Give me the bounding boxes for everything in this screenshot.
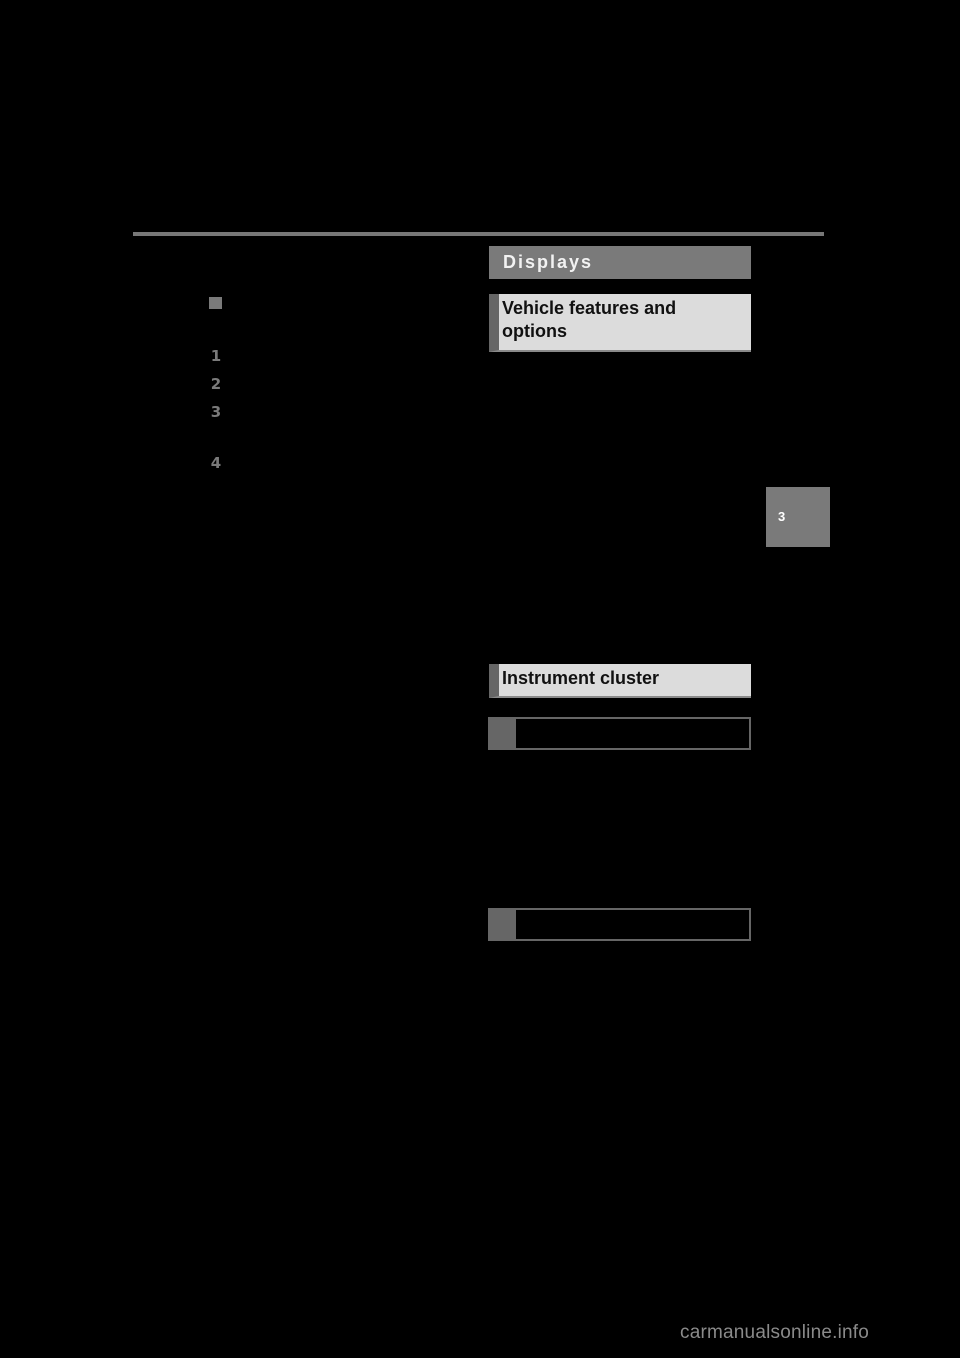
step-number-3: 3	[210, 403, 222, 421]
chapter-number: 3	[778, 508, 786, 524]
heading-instrument-cluster	[489, 664, 751, 698]
step-number-1: 1	[210, 347, 222, 365]
step-number-4: 4	[210, 454, 222, 472]
chapter-tab[interactable]	[766, 487, 830, 547]
watermark-link[interactable]: carmanualsonline.info	[680, 1322, 870, 1343]
sub-heading-box-2	[488, 908, 751, 941]
step-number-2: 2	[210, 375, 222, 393]
heading-label: Vehicle features and options	[502, 298, 677, 341]
square-bullet-icon	[209, 297, 222, 309]
sub-heading-marker	[488, 717, 516, 750]
heading-vehicle-features	[489, 294, 751, 352]
sub-heading-box-1	[488, 717, 751, 750]
section-title-bar	[489, 246, 751, 279]
header-rule	[133, 232, 824, 236]
section-title: Displays	[503, 252, 594, 272]
sub-heading-marker	[488, 908, 516, 941]
heading-label: Instrument cluster	[502, 668, 660, 688]
